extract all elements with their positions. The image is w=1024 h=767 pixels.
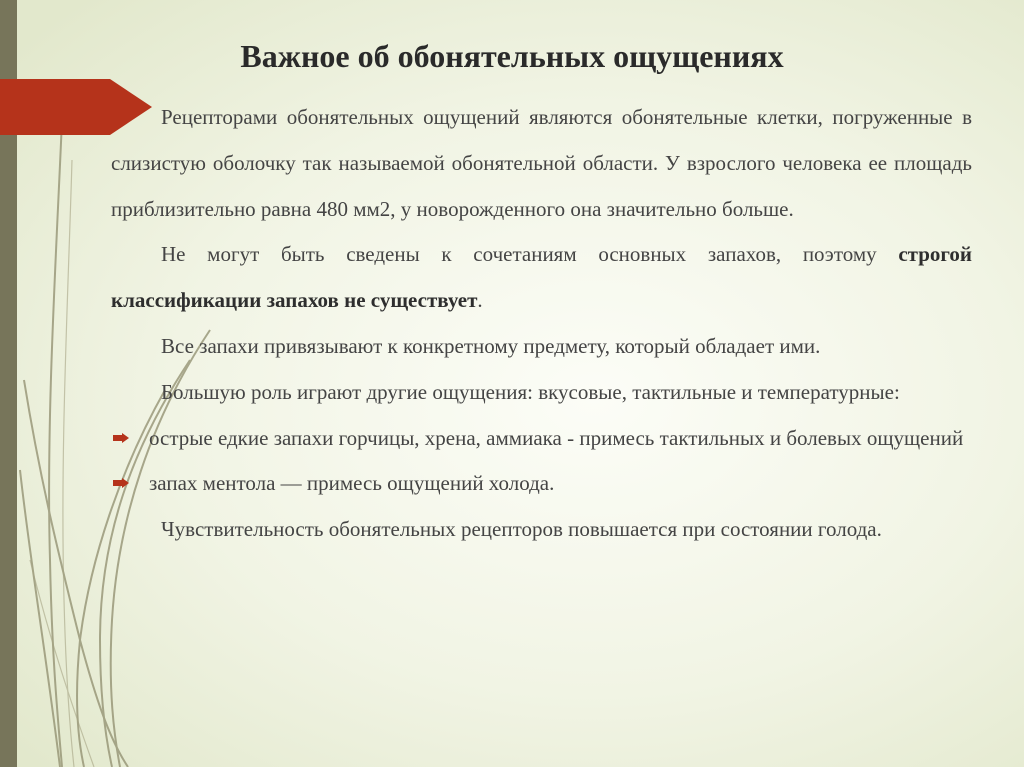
bullet-item	[111, 461, 972, 507]
arrow-bullet-icon	[113, 478, 129, 488]
paragraph-receptors: Рецепторами обонятельных ощущений являются обонятельные клетки, погруженные в слизистую оболочку так называемой обонятельной области. У взрослого человека ее площадь приблизительно равна 480 мм2, у новорожденного она значительно больше.	[111, 105, 972, 221]
arrow-bullet-icon	[113, 433, 129, 443]
bullet-text: острые едкие запахи горчицы, хрена, аммиака - примесь тактильных и болевых ощущений	[149, 425, 964, 450]
slide-body	[111, 95, 972, 553]
bullet-item	[111, 416, 972, 462]
paragraph-object-binding: Все запахи привязывают к конкретному предмету, который обладает ими.	[161, 333, 821, 358]
paragraph-classification	[111, 232, 972, 324]
paragraph-classification-text: Не могут быть сведены к сочетаниям основных запахов, поэтому	[161, 242, 899, 267]
paragraph-classification-bold: строгой классификации запахов не существует	[111, 242, 972, 313]
paragraph-classification-end: .	[477, 288, 483, 313]
paragraph-hunger: Чувствительность обонятельных рецепторов повышается при состоянии голода.	[161, 517, 882, 542]
slide-title: Важное об обонятельных ощущениях	[240, 38, 784, 74]
paragraph-other-senses: Большую роль играют другие ощущения: вкусовые, тактильные и температурные:	[161, 379, 900, 404]
bullet-text: запах ментола — примесь ощущений холода.	[149, 471, 555, 496]
